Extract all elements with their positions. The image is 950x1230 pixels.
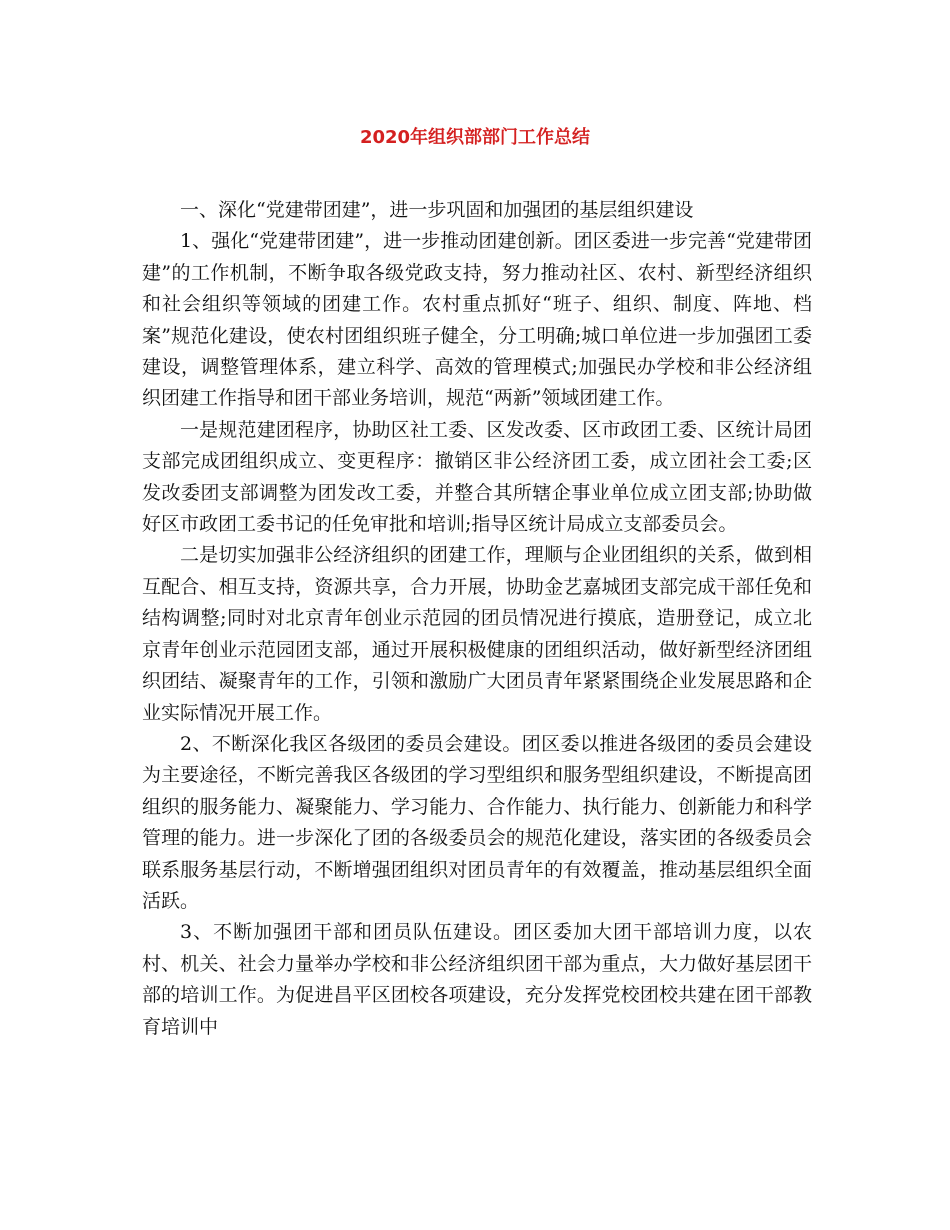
paragraph-point-one: 一是规范建团程序，协助区社工委、区发改委、区市政团工委、区统计局团支部完成团组织成立、变更程序：撤销区非公经济团工委，成立团社会工委;区发改委团支部调整为团发改工委，并整合其所辖企事业单位成立团支部;协助做好区市政团工委书记的任免审批和培训;指导区统计局成立支部委员会。 xyxy=(142,418,812,536)
paragraph-point-two: 二是切实加强非公经济组织的团建工作，理顺与企业团组织的关系，做到相互配合、相互支持，资源共享，合力开展，协助金艺嘉城团支部完成干部任免和结构调整;同时对北京青年创业示范园的团员情况进行摸底，造册登记，成立北京青年创业示范园团支部，通过开展积极健康的团组织活动，做好新型经济团组织团结、凝聚青年的工作，引领和激励广大团员青年紧紧围绕企业发展思路和企业实际情况开展工作。 xyxy=(142,544,812,724)
document-title: 2020年组织部部门工作总结 xyxy=(359,127,591,148)
document-body xyxy=(142,195,812,1043)
paragraph-item-1: 1、强化“党建带团建”，进一步推动团建创新。团区委进一步完善“党建带团建”的工作机制，不断争取各级党政支持，努力推动社区、农村、新型经济组织和社会组织等领域的团建工作。农村重点抓好“班子、组织、制度、阵地、档案”规范化建设，使农村团组织班子健全，分工明确;城口单位进一步加强团工委建设，调整管理体系，建立科学、高效的管理模式;加强民办学校和非公经济组织团建工作指导和团干部业务培训，规范“两新”领域团建工作。 xyxy=(142,230,812,410)
paragraph-item-3: 3、不断加强团干部和团员队伍建设。团区委加大团干部培训力度，以农村、机关、社会力量举办学校和非公经济组织团干部为重点，大力做好基层团干部的培训工作。为促进昌平区团校各项建设，充分发挥党校团校共建在团干部教育培训中 xyxy=(142,921,812,1038)
paragraph-item-2: 2、不断深化我区各级团的委员会建设。团区委以推进各级团的委员会建设为主要途径，不断完善我区各级团的学习型组织和服务型组织建设，不断提高团组织的服务能力、凝聚能力、学习能力、合作能力、执行能力、创新能力和科学管理的能力。进一步深化了团的各级委员会的规范化建设，落实团的各级委员会联系服务基层行动，不断增强团组织对团员青年的有效覆盖，推动基层组织全面活跃。 xyxy=(142,732,812,912)
paragraph-section-heading: 一、深化“党建带团建”，进一步巩固和加强团的基层组织建设 xyxy=(180,199,694,221)
